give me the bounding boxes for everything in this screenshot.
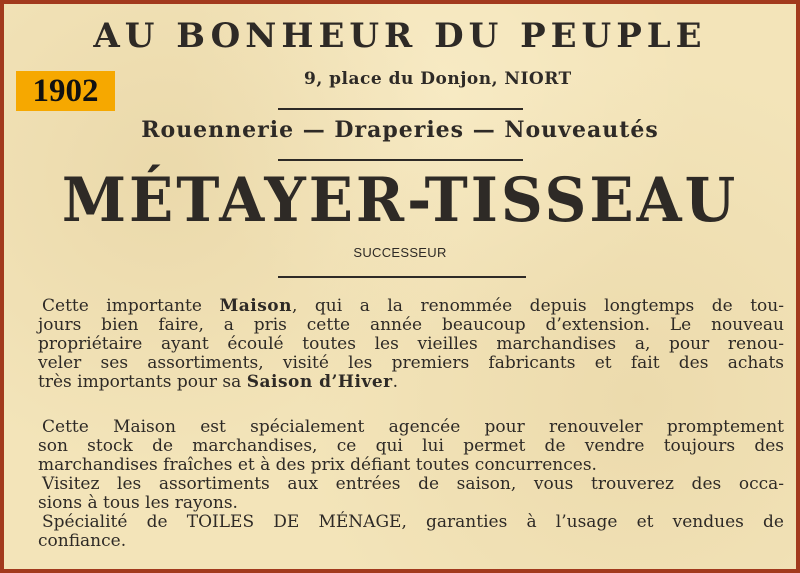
emphasis-maison: Maison — [219, 296, 292, 316]
divider-rule — [278, 159, 523, 161]
departments-line: Rouennerie — Draperies — Nouveautés — [141, 117, 659, 143]
paragraph-details — [38, 418, 784, 551]
text-line: sions à tous les rayons. — [38, 493, 238, 513]
year-badge-label: 1902 — [32, 72, 99, 109]
text-line — [38, 373, 784, 392]
text-line: veler ses assortiments, visité les premiers fabricants et fait des achats — [38, 353, 784, 373]
text-line: jours bien faire, a pris cette année beaucoup d’extension. Le nouveau — [38, 315, 784, 335]
text-line: Spécialité de TOILES DE MÉNAGE, garanties à l’usage et vendues de — [42, 512, 784, 532]
text-span: très importants pour sa — [38, 372, 247, 392]
year-badge — [16, 71, 115, 111]
text-line: confiance. — [38, 531, 127, 551]
text-line: Visitez les assortiments aux entrées de saison, vous trouverez des occa- — [42, 474, 784, 494]
text-span: , qui a la renommée depuis longtemps de tou- — [292, 296, 784, 316]
text-line — [38, 297, 784, 316]
text-line: propriétaire ayant écoulé toutes les vieilles marchandises a, pour renou- — [38, 334, 784, 354]
store-name-heading: AU BONHEUR DU PEUPLE — [93, 16, 707, 56]
text-line: son stock de marchandises, ce qui lui permet de vendre toujours des — [38, 436, 784, 456]
owner-name-heading: MÉTAYER-TISSEAU — [61, 164, 739, 236]
emphasis-saison-hiver: Saison d’Hiver — [246, 372, 393, 392]
divider-rule — [278, 276, 526, 278]
paragraph-intro — [38, 297, 784, 392]
store-address: 9, place du Donjon, NIORT — [304, 69, 572, 89]
text-line: Cette Maison est spécialement agencée pour renouveler promptement — [42, 417, 784, 437]
text-span: . — [392, 372, 399, 392]
divider-rule — [278, 108, 523, 110]
text-line: marchandises fraîches et à des prix défiant toutes concurrences. — [38, 455, 597, 475]
owner-subtitle: SUCCESSEUR — [353, 245, 447, 260]
text-span: Cette importante — [42, 296, 220, 316]
